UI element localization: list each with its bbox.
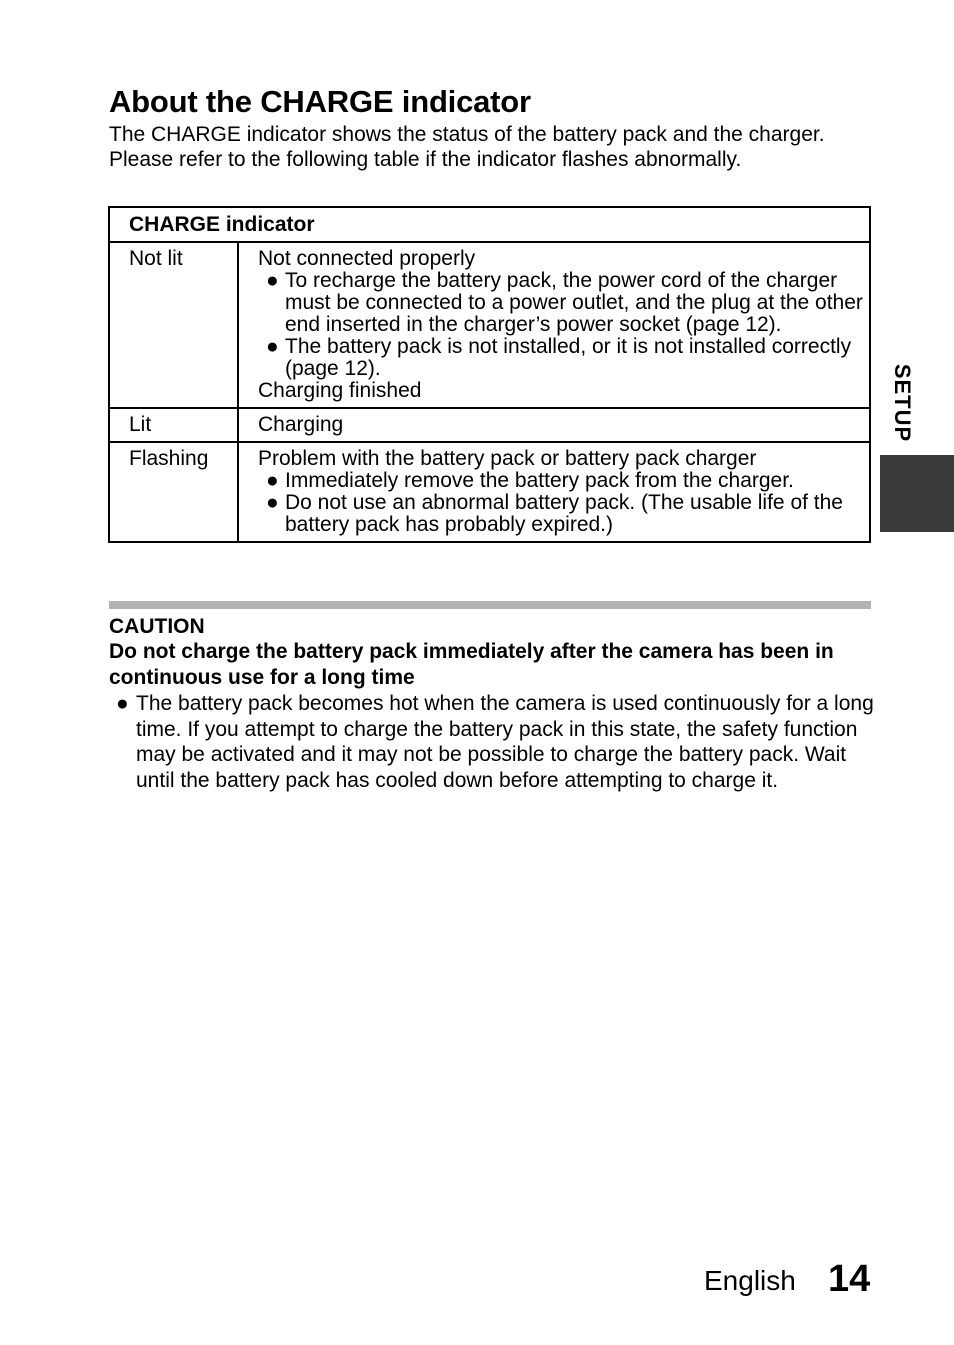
indicator-state: Not lit bbox=[109, 242, 238, 408]
intro-line: The CHARGE indicator shows the status of the battery pack and the charger. bbox=[109, 123, 825, 146]
page-number: 14 bbox=[828, 1258, 871, 1300]
description-line: Problem with the battery pack or battery pack charger bbox=[258, 447, 757, 470]
intro-line: Please refer to the following table if the indicator flashes abnormally. bbox=[109, 148, 742, 171]
description-line: Charging finished bbox=[258, 379, 422, 402]
section-tab-marker bbox=[880, 455, 954, 532]
bullet-item bbox=[258, 470, 869, 492]
bullet-item bbox=[258, 492, 869, 536]
bullet-icon: ● bbox=[266, 269, 279, 292]
description-line: Not connected properly bbox=[258, 247, 476, 270]
bullet-item bbox=[258, 270, 869, 336]
table-row bbox=[109, 408, 870, 442]
bullet-text: The battery pack is not installed, or it is not installed correctly (page 12). bbox=[285, 335, 852, 380]
bullet-icon: ● bbox=[116, 692, 129, 715]
section-tab-label: SETUP bbox=[890, 363, 915, 443]
table-header: CHARGE indicator bbox=[109, 207, 870, 242]
bullet-text: Immediately remove the battery pack from the charger. bbox=[285, 469, 794, 492]
table-body bbox=[109, 242, 870, 542]
description-line: Charging bbox=[258, 413, 344, 436]
caution-heading: CAUTION bbox=[109, 615, 205, 638]
bullet-icon: ● bbox=[266, 335, 279, 358]
indicator-description bbox=[238, 242, 870, 408]
bullet-text: To recharge the battery pack, the power cord of the charger must be connected to a power outlet, and the plug at the other end inserted in the charger’s power socket (page 12). bbox=[285, 269, 863, 336]
table-row bbox=[109, 242, 870, 408]
section-tab bbox=[880, 360, 920, 446]
footer-language: English bbox=[704, 1265, 796, 1296]
indicator-state: Flashing bbox=[109, 442, 238, 542]
table-header-row bbox=[109, 207, 870, 242]
charge-indicator-table bbox=[108, 206, 871, 543]
indicator-description bbox=[238, 442, 870, 542]
bullet-item bbox=[258, 336, 869, 380]
caution-rule bbox=[109, 601, 871, 609]
caution-bullet-text: The battery pack becomes hot when the camera is used continuously for a long time. If you attempt to charge the battery pack in this state, the safety function may be activated and it may not be possible to charge the battery pack. Wait until the battery pack has cooled down before attempting to charge it. bbox=[136, 692, 874, 792]
bullet-icon: ● bbox=[266, 469, 279, 492]
table-row bbox=[109, 442, 870, 542]
intro-paragraph bbox=[109, 122, 889, 172]
caution-subheading: Do not charge the battery pack immediately after the camera has been in continuous use for a long time bbox=[109, 640, 834, 689]
bullet-icon: ● bbox=[266, 491, 279, 514]
page-title: About the CHARGE indicator bbox=[109, 84, 531, 119]
indicator-state: Lit bbox=[109, 408, 238, 442]
indicator-description bbox=[238, 408, 870, 442]
bullet-text: Do not use an abnormal battery pack. (The usable life of the battery pack has probably expired.) bbox=[285, 491, 843, 536]
